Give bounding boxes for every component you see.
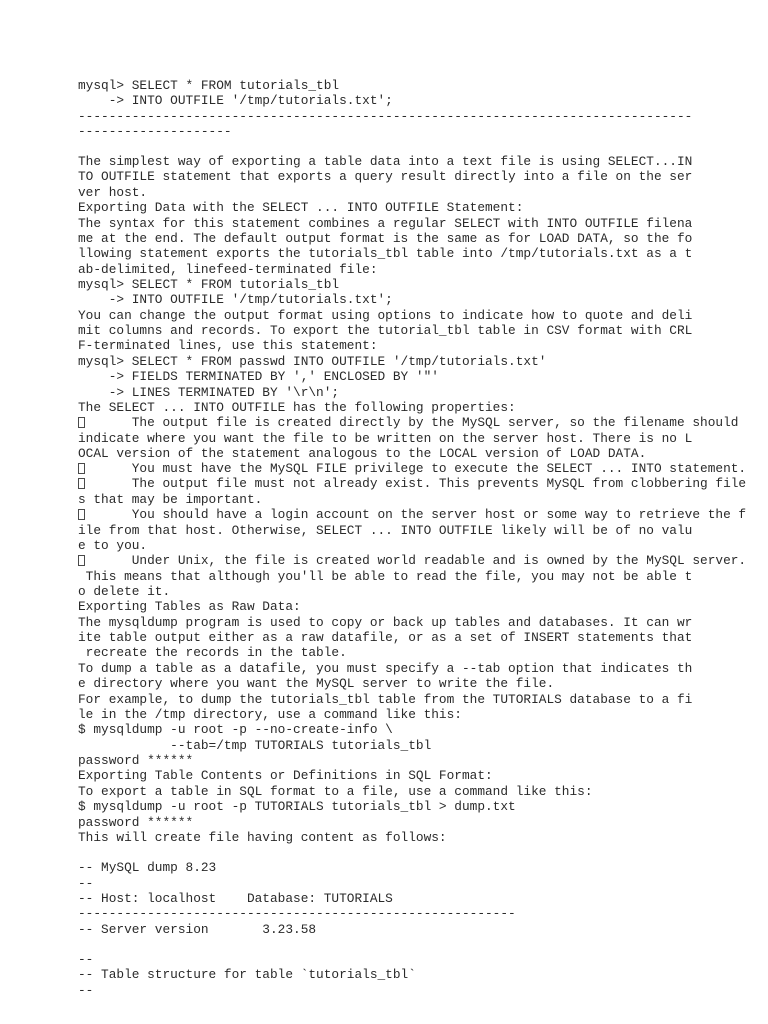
text-line: The syntax for this statement combines a regular SELECT with INTO OUTFILE filena xyxy=(78,216,693,231)
bullet-text: You must have the MySQL FILE privilege to execute the SELECT ... INTO statement. xyxy=(78,461,747,476)
bullet-text: The output file is created directly by the MySQL server, so the filename should xyxy=(78,415,739,430)
code-line: -- MySQL dump 8.23 xyxy=(78,860,217,875)
text-line: e directory where you want the MySQL server to write the file. xyxy=(78,676,555,691)
text-line: le in the /tmp directory, use a command like this: xyxy=(78,707,462,722)
code-line: -- Table structure for table `tutorials_tbl` xyxy=(78,967,416,982)
code-line: -> LINES TERMINATED BY '\r\n'; xyxy=(78,385,340,400)
separator-line: -------------------- xyxy=(78,124,232,139)
section-heading: Exporting Table Contents or Definitions in SQL Format: xyxy=(78,768,493,783)
code-line: mysql> SELECT * FROM passwd INTO OUTFILE '/tmp/tutorials.txt' xyxy=(78,354,547,369)
code-line: -- xyxy=(78,983,94,998)
text-line: o delete it. xyxy=(78,584,171,599)
code-line: -- xyxy=(78,952,94,967)
text-line: This will create file having content as follows: xyxy=(78,830,447,845)
text-line: recreate the records in the table. xyxy=(78,645,347,660)
text-line: ite table output either as a raw datafile, or as a set of INSERT statements that xyxy=(78,630,693,645)
text-line: F-terminated lines, use this statement: xyxy=(78,338,378,353)
code-line: -- xyxy=(78,876,94,891)
text-line: To dump a table as a datafile, you must specify a --tab option that indicates th xyxy=(78,661,693,676)
separator-line: --------------------------------------------------------- xyxy=(78,906,516,921)
code-line: -> INTO OUTFILE '/tmp/tutorials.txt'; xyxy=(78,93,393,108)
text-line: ab-delimited, linefeed-terminated file: xyxy=(78,262,378,277)
bullet-text: Under Unix, the file is created world readable and is owned by the MySQL server. xyxy=(78,553,747,568)
code-line: -- Server version 3.23.58 xyxy=(78,922,317,937)
code-line: password ****** xyxy=(78,753,194,768)
text-line: TO OUTFILE statement that exports a query result directly into a file on the ser xyxy=(78,169,693,184)
text-line: For example, to dump the tutorials_tbl table from the TUTORIALS database to a fi xyxy=(78,692,693,707)
text-line: ver host. xyxy=(78,185,148,200)
code-line: $ mysqldump -u root -p --no-create-info \ xyxy=(78,722,393,737)
section-heading: Exporting Tables as Raw Data: xyxy=(78,599,301,614)
bullet-text: You should have a login account on the server host or some way to retrieve the f xyxy=(78,507,747,522)
section-heading: Exporting Data with the SELECT ... INTO OUTFILE Statement: xyxy=(78,200,524,215)
code-line: --tab=/tmp TUTORIALS tutorials_tbl xyxy=(78,738,432,753)
text-line: ile from that host. Otherwise, SELECT ... INTO OUTFILE likely will be of no valu xyxy=(78,523,693,538)
code-line: -> INTO OUTFILE '/tmp/tutorials.txt'; xyxy=(78,292,393,307)
text-line: OCAL version of the statement analogous to the LOCAL version of LOAD DATA. xyxy=(78,446,647,461)
text-line: mit columns and records. To export the tutorial_tbl table in CSV format with CRL xyxy=(78,323,693,338)
text-line: e to you. xyxy=(78,538,148,553)
bullet-text: The output file must not already exist. This prevents MySQL from clobbering file xyxy=(78,476,747,491)
code-line: password ****** xyxy=(78,815,194,830)
separator-line: -------------------------------------------------------------------------------- xyxy=(78,109,693,124)
code-line: -- Host: localhost Database: TUTORIALS xyxy=(78,891,393,906)
text-line: me at the end. The default output format is the same as for LOAD DATA, so the fo xyxy=(78,231,693,246)
text-line: The simplest way of exporting a table data into a text file is using SELECT...IN xyxy=(78,154,693,169)
section-heading: The SELECT ... INTO OUTFILE has the following properties: xyxy=(78,400,516,415)
text-line: indicate where you want the file to be written on the server host. There is no L xyxy=(78,431,693,446)
text-line: To export a table in SQL format to a file, use a command like this: xyxy=(78,784,593,799)
code-line: mysql> SELECT * FROM tutorials_tbl xyxy=(78,78,340,93)
text-line: This means that although you'll be able to read the file, you may not be able t xyxy=(78,569,693,584)
code-line: -> FIELDS TERMINATED BY ',' ENCLOSED BY '"' xyxy=(78,369,439,384)
text-line: The mysqldump program is used to copy or back up tables and databases. It can wr xyxy=(78,615,693,630)
text-line: You can change the output format using options to indicate how to quote and deli xyxy=(78,308,693,323)
code-line: mysql> SELECT * FROM tutorials_tbl xyxy=(78,277,340,292)
text-line: llowing statement exports the tutorials_tbl table into /tmp/tutorials.txt as a t xyxy=(78,246,693,261)
text-line: s that may be important. xyxy=(78,492,263,507)
code-line: $ mysqldump -u root -p TUTORIALS tutorials_tbl > dump.txt xyxy=(78,799,516,814)
